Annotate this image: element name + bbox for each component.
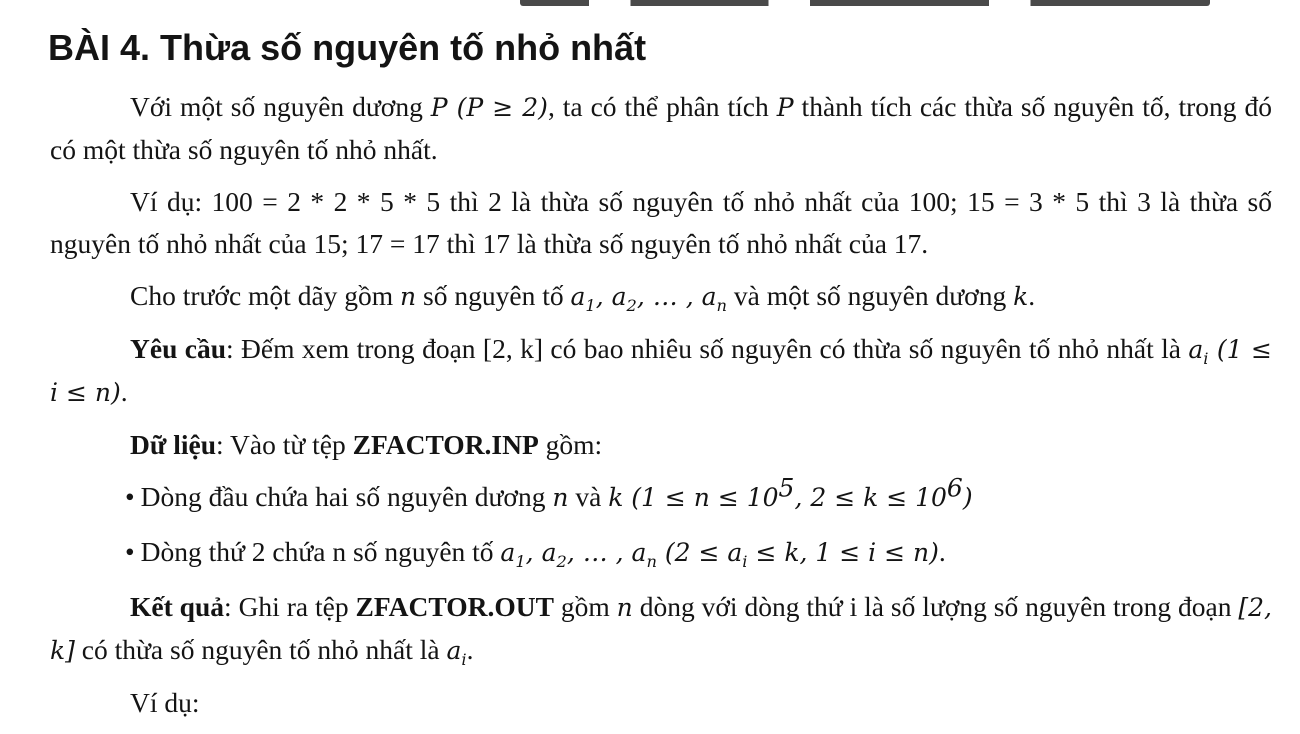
bullet-dot-icon: • bbox=[125, 481, 135, 512]
out-sub-i: i bbox=[461, 650, 467, 669]
problem-title: BÀI 4. Thừa số nguyên tố nhỏ nhất bbox=[48, 27, 647, 68]
seq-sub-2: 2 bbox=[626, 296, 637, 315]
given-paragraph bbox=[50, 275, 1272, 318]
bullet-dot-icon: • bbox=[125, 536, 135, 567]
seq-sub-n: n bbox=[716, 296, 727, 315]
output-math-n: n bbox=[616, 593, 633, 622]
seq-a-2: , a bbox=[595, 282, 627, 311]
output-text-4: có thừa số nguyên tố nhỏ nhất là bbox=[74, 634, 447, 665]
given-text-1: Cho trước một dãy gồm bbox=[130, 280, 401, 311]
given-text-3: và một số nguyên dương bbox=[726, 280, 1014, 311]
output-paragraph bbox=[50, 586, 1272, 672]
output-math-ai bbox=[446, 636, 467, 669]
cropped-header-fragment bbox=[520, 0, 1210, 6]
out-a: a bbox=[446, 636, 462, 665]
output-text-5: . bbox=[466, 634, 474, 665]
intro-paragraph bbox=[50, 86, 1272, 171]
given-math-n: n bbox=[400, 282, 417, 311]
input-label: Dữ liệu bbox=[130, 429, 217, 460]
bullet2-text-1: Dòng thứ 2 chứa n số nguyên tố bbox=[140, 536, 501, 567]
input-filename: ZFACTOR.INP bbox=[352, 429, 539, 460]
b2-a: a bbox=[500, 538, 516, 567]
bullet2-math bbox=[500, 538, 939, 571]
input-paragraph bbox=[50, 424, 1272, 466]
intro-text-2: , ta có thể phân tích bbox=[547, 91, 777, 122]
intro-text-1: Với một số nguyên dương bbox=[130, 91, 431, 122]
bullet2-text-2: . bbox=[938, 536, 946, 567]
bullet1-text-2: và bbox=[568, 481, 609, 512]
output-filename: ZFACTOR.OUT bbox=[355, 591, 554, 622]
b2-sub-1: 1 bbox=[515, 552, 526, 571]
intro-math-p: P bbox=[776, 93, 794, 122]
intro-math-p-condition: P (P ≥ 2) bbox=[430, 93, 548, 122]
given-math-k: k bbox=[1013, 282, 1029, 311]
req-range: (1 ≤ i ≤ n) bbox=[50, 335, 1273, 407]
output-math-range: [2, k] bbox=[50, 593, 1272, 665]
input-bullet-2 bbox=[50, 531, 1272, 574]
b2-a-n: , … , a bbox=[566, 538, 647, 567]
input-bullet-1 bbox=[50, 473, 1272, 519]
bullet1-exp-5: 5 bbox=[778, 473, 795, 503]
given-math-sequence bbox=[570, 282, 727, 315]
seq-a-n: , … , a bbox=[636, 282, 717, 311]
input-text-2: gồm: bbox=[538, 429, 603, 460]
req-a: a bbox=[1188, 335, 1204, 364]
output-text-3: dòng với dòng thứ i là số lượng số nguyên trong đoạn bbox=[632, 591, 1239, 622]
bullet1-close-paren: ) bbox=[962, 483, 973, 512]
requirement-paragraph bbox=[50, 328, 1272, 414]
requirement-label: Yêu cầu bbox=[130, 333, 227, 364]
b2-constraint-a: (2 ≤ a bbox=[656, 538, 743, 567]
b2-sub-i: i bbox=[742, 552, 748, 571]
output-label: Kết quả bbox=[130, 591, 225, 622]
bullet1-math-n: n bbox=[552, 483, 569, 512]
output-text-1: : Ghi ra tệp bbox=[224, 591, 356, 622]
b2-constraint-rest: ≤ k, 1 ≤ i ≤ n) bbox=[747, 538, 939, 567]
example-heading: Ví dụ: bbox=[130, 687, 200, 718]
bullet1-text-1: Dòng đầu chứa hai số nguyên dương bbox=[140, 481, 553, 512]
bullet1-constraint-k: , 2 ≤ k ≤ 10 bbox=[794, 483, 947, 512]
b2-a-2: , a bbox=[525, 538, 557, 567]
seq-a: a bbox=[570, 282, 586, 311]
given-text-2: số nguyên tố bbox=[416, 280, 571, 311]
input-text-1: : Vào từ tệp bbox=[216, 429, 353, 460]
intro-text-3: thành tích các thừa số nguyên tố, trong đó có một thừa số nguyên tố nhỏ nhất. bbox=[50, 91, 1272, 165]
example-paragraph: Ví dụ: 100 = 2 * 2 * 5 * 5 thì 2 là thừa số nguyên tố nhỏ nhất của 100; 15 = 3 * 5 thì 3 là thừa số nguyên tố nhỏ nhất của 15; 17 = 17 thì 17 là thừa số nguyên tố nhỏ nhất của 17. bbox=[50, 186, 1272, 259]
seq-sub-1: 1 bbox=[585, 296, 596, 315]
bullet1-math-constraints bbox=[608, 473, 973, 512]
output-text-2: gồm bbox=[553, 591, 617, 622]
bullet1-exp-6: 6 bbox=[946, 473, 963, 503]
given-text-4: . bbox=[1028, 280, 1036, 311]
bullet1-constraint-n: k (1 ≤ n ≤ 10 bbox=[608, 483, 779, 512]
b2-sub-n: n bbox=[646, 552, 657, 571]
requirement-text-1: : Đếm xem trong đoạn [2, k] có bao nhiêu số nguyên có thừa số nguyên tố nhỏ nhất là bbox=[226, 333, 1189, 364]
req-sub-i: i bbox=[1203, 349, 1209, 368]
problem-body bbox=[50, 86, 1272, 734]
b2-sub-2: 2 bbox=[556, 552, 567, 571]
requirement-text-2: . bbox=[120, 376, 128, 407]
